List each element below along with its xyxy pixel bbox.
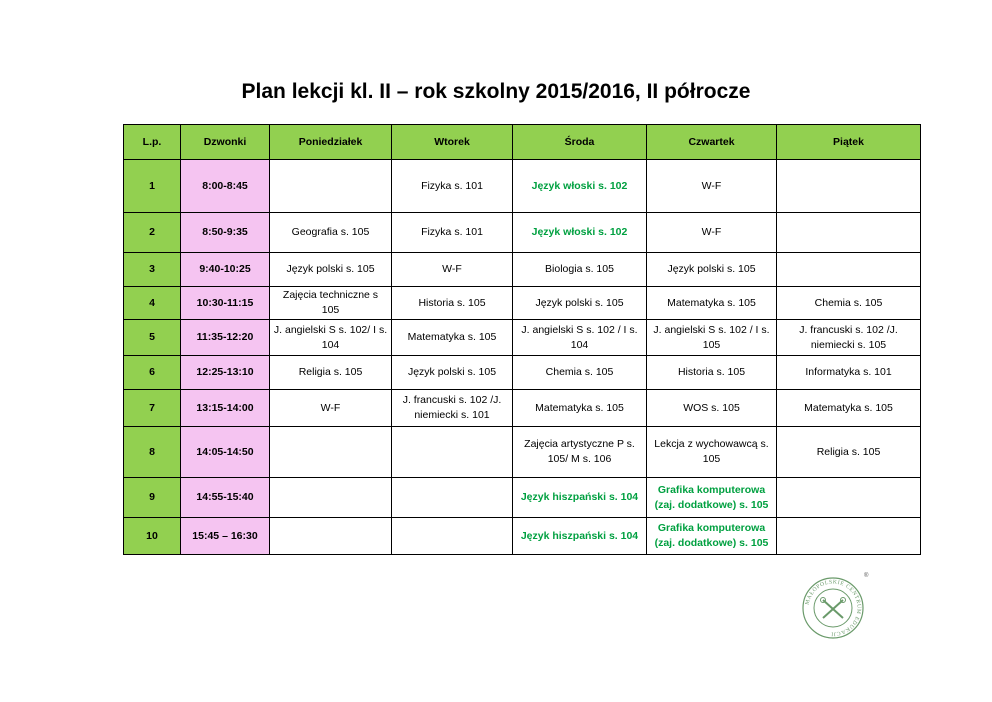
lesson-cell-wtorek: Język polski s. 105	[392, 356, 513, 390]
table-row	[124, 478, 921, 518]
svg-text:MAŁOPOLSKIE CENTRUM EDUKACJI: MAŁOPOLSKIE CENTRUM EDUKACJI	[804, 579, 862, 637]
svg-text:®: ®	[864, 573, 869, 579]
lesson-cell-wtorek: J. francuski s. 102 /J. niemiecki s. 101	[392, 390, 513, 427]
header-lp: L.p.	[124, 125, 181, 160]
lesson-cell-wtorek	[392, 478, 513, 518]
lesson-cell-poniedzialek	[270, 518, 392, 555]
lesson-time: 12:25-13:10	[181, 356, 270, 390]
lesson-cell-wtorek: Fizyka s. 101	[392, 160, 513, 213]
header-piatek: Piątek	[777, 125, 921, 160]
row-number: 9	[124, 478, 181, 518]
lesson-cell-piatek	[777, 160, 921, 213]
lesson-cell-wtorek: W-F	[392, 253, 513, 287]
lesson-cell-czwartek: Grafika komputerowa (zaj. dodatkowe) s. 105	[647, 478, 777, 518]
header-dzwonki: Dzwonki	[181, 125, 270, 160]
header-row	[124, 125, 921, 160]
lesson-cell-piatek	[777, 478, 921, 518]
lesson-cell-piatek: Chemia s. 105	[777, 287, 921, 320]
lesson-cell-piatek: J. francuski s. 102 /J. niemiecki s. 105	[777, 320, 921, 356]
lesson-cell-czwartek: Matematyka s. 105	[647, 287, 777, 320]
lesson-cell-sroda: Matematyka s. 105	[513, 390, 647, 427]
lesson-cell-czwartek: J. angielski S s. 102 / I s. 105	[647, 320, 777, 356]
header-poniedzialek: Poniedziałek	[270, 125, 392, 160]
row-number: 10	[124, 518, 181, 555]
lesson-cell-poniedzialek: Zajęcia techniczne s 105	[270, 287, 392, 320]
header-wtorek: Wtorek	[392, 125, 513, 160]
lesson-cell-sroda: Język hiszpański s. 104	[513, 518, 647, 555]
lesson-cell-wtorek: Matematyka s. 105	[392, 320, 513, 356]
table-row	[124, 356, 921, 390]
lesson-cell-czwartek: Język polski s. 105	[647, 253, 777, 287]
lesson-cell-wtorek	[392, 518, 513, 555]
table-row	[124, 287, 921, 320]
lesson-cell-piatek: Religia s. 105	[777, 427, 921, 478]
table-row	[124, 320, 921, 356]
row-number: 6	[124, 356, 181, 390]
lesson-time: 9:40-10:25	[181, 253, 270, 287]
lesson-cell-czwartek: W-F	[647, 160, 777, 213]
table-row	[124, 390, 921, 427]
header-sroda: Środa	[513, 125, 647, 160]
lesson-cell-sroda: Biologia s. 105	[513, 253, 647, 287]
lesson-cell-sroda: Język polski s. 105	[513, 287, 647, 320]
lesson-time: 8:00-8:45	[181, 160, 270, 213]
table-row	[124, 253, 921, 287]
lesson-time: 10:30-11:15	[181, 287, 270, 320]
lesson-time: 14:55-15:40	[181, 478, 270, 518]
lesson-cell-sroda: Zajęcia artystyczne P s. 105/ M s. 106	[513, 427, 647, 478]
lesson-cell-poniedzialek	[270, 160, 392, 213]
lesson-time: 13:15-14:00	[181, 390, 270, 427]
row-number: 4	[124, 287, 181, 320]
lesson-cell-poniedzialek: Język polski s. 105	[270, 253, 392, 287]
lesson-cell-sroda: J. angielski S s. 102 / I s. 104	[513, 320, 647, 356]
lesson-cell-poniedzialek	[270, 427, 392, 478]
lesson-cell-czwartek: WOS s. 105	[647, 390, 777, 427]
row-number: 7	[124, 390, 181, 427]
lesson-cell-czwartek: Historia s. 105	[647, 356, 777, 390]
lesson-cell-sroda: Chemia s. 105	[513, 356, 647, 390]
page-title: Plan lekcji kl. II – rok szkolny 2015/2016, II półrocze	[241, 80, 751, 103]
lesson-cell-piatek: Matematyka s. 105	[777, 390, 921, 427]
row-number: 2	[124, 213, 181, 253]
table-row	[124, 518, 921, 555]
row-number: 1	[124, 160, 181, 213]
lesson-cell-piatek	[777, 518, 921, 555]
table-row	[124, 160, 921, 213]
institution-logo	[800, 571, 870, 641]
lesson-cell-sroda: Język włoski s. 102	[513, 160, 647, 213]
table-row	[124, 427, 921, 478]
row-number: 5	[124, 320, 181, 356]
lesson-cell-wtorek	[392, 427, 513, 478]
lesson-time: 15:45 – 16:30	[181, 518, 270, 555]
lesson-cell-sroda: Język hiszpański s. 104	[513, 478, 647, 518]
schedule-table	[123, 124, 921, 555]
lesson-cell-poniedzialek: Geografia s. 105	[270, 213, 392, 253]
lesson-cell-poniedzialek: J. angielski S s. 102/ I s. 104	[270, 320, 392, 356]
lesson-time: 14:05-14:50	[181, 427, 270, 478]
lesson-cell-sroda: Język włoski s. 102	[513, 213, 647, 253]
lesson-cell-czwartek: Lekcja z wychowawcą s. 105	[647, 427, 777, 478]
lesson-cell-wtorek: Fizyka s. 101	[392, 213, 513, 253]
lesson-cell-czwartek: Grafika komputerowa (zaj. dodatkowe) s. 105	[647, 518, 777, 555]
lesson-time: 8:50-9:35	[181, 213, 270, 253]
lesson-cell-wtorek: Historia s. 105	[392, 287, 513, 320]
row-number: 3	[124, 253, 181, 287]
row-number: 8	[124, 427, 181, 478]
lesson-time: 11:35-12:20	[181, 320, 270, 356]
header-czwartek: Czwartek	[647, 125, 777, 160]
lesson-cell-poniedzialek	[270, 478, 392, 518]
lesson-cell-poniedzialek: Religia s. 105	[270, 356, 392, 390]
lesson-cell-piatek	[777, 213, 921, 253]
lesson-cell-czwartek: W-F	[647, 213, 777, 253]
lesson-cell-piatek: Informatyka s. 101	[777, 356, 921, 390]
lesson-cell-piatek	[777, 253, 921, 287]
table-row	[124, 213, 921, 253]
lesson-cell-poniedzialek: W-F	[270, 390, 392, 427]
